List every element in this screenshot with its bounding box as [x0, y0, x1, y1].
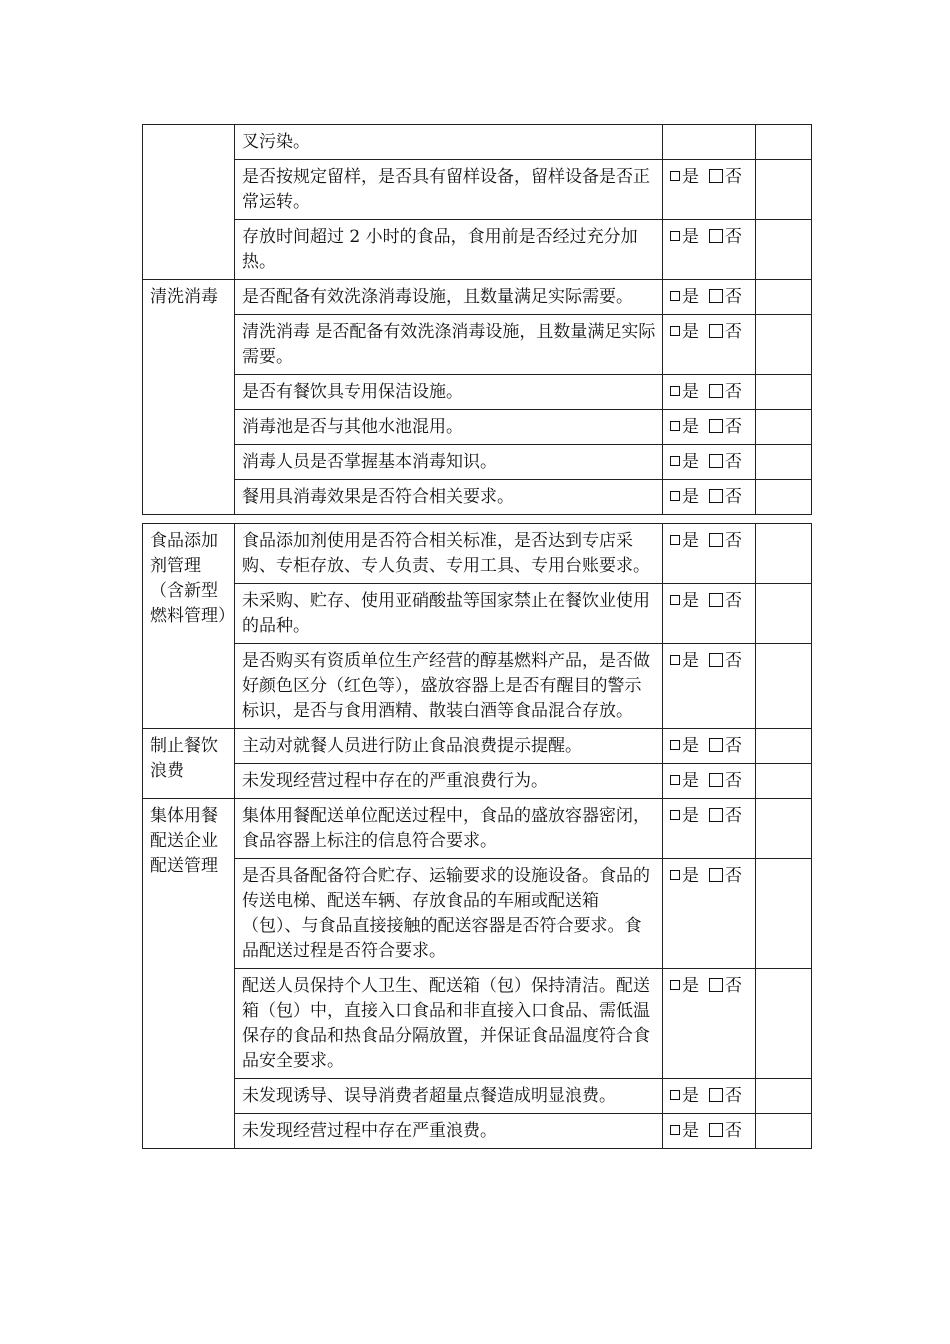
yes-no-cell — [663, 729, 756, 764]
no-label: 否 — [725, 736, 742, 756]
no-label: 否 — [725, 531, 742, 551]
yes-no-cell — [663, 480, 756, 515]
yes-checkbox[interactable] — [670, 491, 680, 501]
table-row — [143, 1079, 812, 1114]
yes-no-cell — [663, 799, 756, 859]
no-checkbox[interactable] — [709, 384, 723, 398]
note-cell[interactable] — [756, 969, 812, 1079]
table-row — [143, 799, 812, 859]
table-row — [143, 729, 812, 764]
note-cell[interactable] — [756, 1079, 812, 1114]
note-cell[interactable] — [756, 160, 812, 220]
table-row — [143, 524, 812, 584]
no-label: 否 — [725, 452, 742, 472]
table-row — [143, 410, 812, 445]
item-cell: 是否按规定留样，是否具有留样设备，留样设备是否正常运转。 — [235, 160, 663, 220]
yes-no-cell — [663, 969, 756, 1079]
no-label: 否 — [725, 287, 742, 307]
note-cell[interactable] — [756, 375, 812, 410]
yes-checkbox[interactable] — [670, 980, 680, 990]
no-checkbox[interactable] — [709, 169, 723, 183]
no-checkbox[interactable] — [709, 808, 723, 822]
no-label: 否 — [725, 591, 742, 611]
table-row — [143, 280, 812, 315]
yes-label: 是 — [682, 167, 699, 187]
yes-no-cell — [663, 524, 756, 584]
item-cell: 是否购买有资质单位生产经营的醇基燃料产品，是否做好颜色区分（红色等），盛放容器上是否有醒目的警示标识，是否与食用酒精、散装白酒等食品混合存放。 — [235, 644, 663, 729]
no-checkbox[interactable] — [709, 489, 723, 503]
yes-label: 是 — [682, 227, 699, 247]
item-cell: 叉污染。 — [235, 125, 663, 160]
note-cell[interactable] — [756, 480, 812, 515]
yes-no-cell — [663, 375, 756, 410]
item-cell: 主动对就餐人员进行防止食品浪费提示提醒。 — [235, 729, 663, 764]
yes-checkbox[interactable] — [670, 740, 680, 750]
category-cell: 食品添加剂管理（含新型燃料管理） — [143, 524, 235, 729]
no-label: 否 — [725, 976, 742, 996]
yes-no-cell — [663, 125, 756, 160]
table-row — [143, 1114, 812, 1149]
no-checkbox[interactable] — [709, 738, 723, 752]
no-label: 否 — [725, 382, 742, 402]
table-row — [143, 315, 812, 375]
item-cell: 餐用具消毒效果是否符合相关要求。 — [235, 480, 663, 515]
category-cell — [143, 125, 235, 280]
item-cell: 是否具备配备符合贮存、运输要求的设施设备。食品的传送电梯、配送车辆、存放食品的车厢或配送箱（包）、与食品直接接触的配送容器是否符合要求。食品配送过程是否符合要求。 — [235, 859, 663, 969]
no-label: 否 — [725, 771, 742, 791]
yes-checkbox[interactable] — [670, 810, 680, 820]
yes-label: 是 — [682, 771, 699, 791]
yes-label: 是 — [682, 866, 699, 886]
yes-label: 是 — [682, 591, 699, 611]
yes-label: 是 — [682, 806, 699, 826]
yes-no-cell — [663, 410, 756, 445]
note-cell[interactable] — [756, 1114, 812, 1149]
yes-checkbox[interactable] — [670, 535, 680, 545]
yes-label: 是 — [682, 651, 699, 671]
no-label: 否 — [725, 651, 742, 671]
table-row — [143, 584, 812, 644]
table-row — [143, 445, 812, 480]
item-cell: 清洗消毒 是否配备有效洗涤消毒设施，且数量满足实际需要。 — [235, 315, 663, 375]
no-checkbox[interactable] — [709, 868, 723, 882]
no-checkbox[interactable] — [709, 229, 723, 243]
no-checkbox[interactable] — [709, 1088, 723, 1102]
no-checkbox[interactable] — [709, 454, 723, 468]
note-cell[interactable] — [756, 859, 812, 969]
note-cell[interactable] — [756, 445, 812, 480]
item-cell: 存放时间超过 2 小时的食品，食用前是否经过充分加热。 — [235, 220, 663, 280]
no-checkbox[interactable] — [709, 978, 723, 992]
table-row — [143, 859, 812, 969]
yes-checkbox[interactable] — [670, 326, 680, 336]
no-checkbox[interactable] — [709, 653, 723, 667]
note-cell[interactable] — [756, 764, 812, 799]
note-cell[interactable] — [756, 125, 812, 160]
yes-label: 是 — [682, 1121, 699, 1141]
yes-label: 是 — [682, 976, 699, 996]
table-row — [143, 644, 812, 729]
yes-checkbox[interactable] — [670, 456, 680, 466]
table-row — [143, 160, 812, 220]
note-cell[interactable] — [756, 220, 812, 280]
yes-checkbox[interactable] — [670, 171, 680, 181]
checklist-table-2 — [142, 523, 812, 1149]
table-row — [143, 375, 812, 410]
item-cell: 配送人员保持个人卫生、配送箱（包）保持清洁。配送箱（包）中，直接入口食品和非直接入口食品、需低温保存的食品和热食品分隔放置，并保证食品温度符合食品安全要求。 — [235, 969, 663, 1079]
item-cell: 消毒池是否与其他水池混用。 — [235, 410, 663, 445]
item-cell: 是否有餐饮具专用保洁设施。 — [235, 375, 663, 410]
yes-label: 是 — [682, 382, 699, 402]
note-cell[interactable] — [756, 644, 812, 729]
yes-checkbox[interactable] — [670, 1125, 680, 1135]
yes-checkbox[interactable] — [670, 775, 680, 785]
note-cell[interactable] — [756, 410, 812, 445]
yes-label: 是 — [682, 736, 699, 756]
no-checkbox[interactable] — [709, 289, 723, 303]
no-label: 否 — [725, 227, 742, 247]
yes-checkbox[interactable] — [670, 595, 680, 605]
item-cell: 消毒人员是否掌握基本消毒知识。 — [235, 445, 663, 480]
yes-no-cell — [663, 160, 756, 220]
item-cell: 未发现经营过程中存在的严重浪费行为。 — [235, 764, 663, 799]
yes-label: 是 — [682, 531, 699, 551]
yes-no-cell — [663, 764, 756, 799]
no-checkbox[interactable] — [709, 533, 723, 547]
item-cell: 未发现诱导、误导消费者超量点餐造成明显浪费。 — [235, 1079, 663, 1114]
no-label: 否 — [725, 487, 742, 507]
table-row — [143, 764, 812, 799]
yes-no-cell — [663, 644, 756, 729]
yes-checkbox[interactable] — [670, 386, 680, 396]
item-cell: 集体用餐配送单位配送过程中，食品的盛放容器密闭，食品容器上标注的信息符合要求。 — [235, 799, 663, 859]
item-cell: 未发现经营过程中存在严重浪费。 — [235, 1114, 663, 1149]
no-checkbox[interactable] — [709, 593, 723, 607]
note-cell[interactable] — [756, 799, 812, 859]
yes-label: 是 — [682, 287, 699, 307]
no-label: 否 — [725, 1121, 742, 1141]
table-row — [143, 220, 812, 280]
category-cell: 制止餐饮浪费 — [143, 729, 235, 799]
item-cell: 是否配备有效洗涤消毒设施，且数量满足实际需要。 — [235, 280, 663, 315]
item-cell: 食品添加剂使用是否符合相关标准，是否达到专店采购、专柜存放、专人负责、专用工具、专用台账要求。 — [235, 524, 663, 584]
no-checkbox[interactable] — [709, 1123, 723, 1137]
yes-label: 是 — [682, 417, 699, 437]
category-cell: 清洗消毒 — [143, 280, 235, 515]
yes-label: 是 — [682, 487, 699, 507]
no-checkbox[interactable] — [709, 419, 723, 433]
note-cell[interactable] — [756, 315, 812, 375]
table-row — [143, 125, 812, 160]
note-cell[interactable] — [756, 584, 812, 644]
yes-no-cell — [663, 445, 756, 480]
table-row — [143, 480, 812, 515]
no-label: 否 — [725, 417, 742, 437]
yes-no-cell — [663, 280, 756, 315]
note-cell[interactable] — [756, 280, 812, 315]
yes-label: 是 — [682, 1086, 699, 1106]
table-row — [143, 969, 812, 1079]
yes-no-cell — [663, 859, 756, 969]
no-label: 否 — [725, 806, 742, 826]
yes-label: 是 — [682, 322, 699, 342]
no-label: 否 — [725, 322, 742, 342]
no-label: 否 — [725, 167, 742, 187]
yes-checkbox[interactable] — [670, 1090, 680, 1100]
yes-no-cell — [663, 584, 756, 644]
note-cell[interactable] — [756, 524, 812, 584]
no-label: 否 — [725, 1086, 742, 1106]
no-checkbox[interactable] — [709, 324, 723, 338]
yes-label: 是 — [682, 452, 699, 472]
yes-checkbox[interactable] — [670, 291, 680, 301]
yes-no-cell — [663, 1114, 756, 1149]
yes-no-cell — [663, 315, 756, 375]
no-label: 否 — [725, 866, 742, 886]
yes-checkbox[interactable] — [670, 231, 680, 241]
yes-no-cell — [663, 1079, 756, 1114]
note-cell[interactable] — [756, 729, 812, 764]
category-cell: 集体用餐配送企业配送管理 — [143, 799, 235, 1149]
yes-no-cell — [663, 220, 756, 280]
yes-checkbox[interactable] — [670, 655, 680, 665]
yes-checkbox[interactable] — [670, 421, 680, 431]
no-checkbox[interactable] — [709, 773, 723, 787]
yes-checkbox[interactable] — [670, 870, 680, 880]
checklist-table-1 — [142, 124, 812, 515]
item-cell: 未采购、贮存、使用亚硝酸盐等国家禁止在餐饮业使用的品种。 — [235, 584, 663, 644]
